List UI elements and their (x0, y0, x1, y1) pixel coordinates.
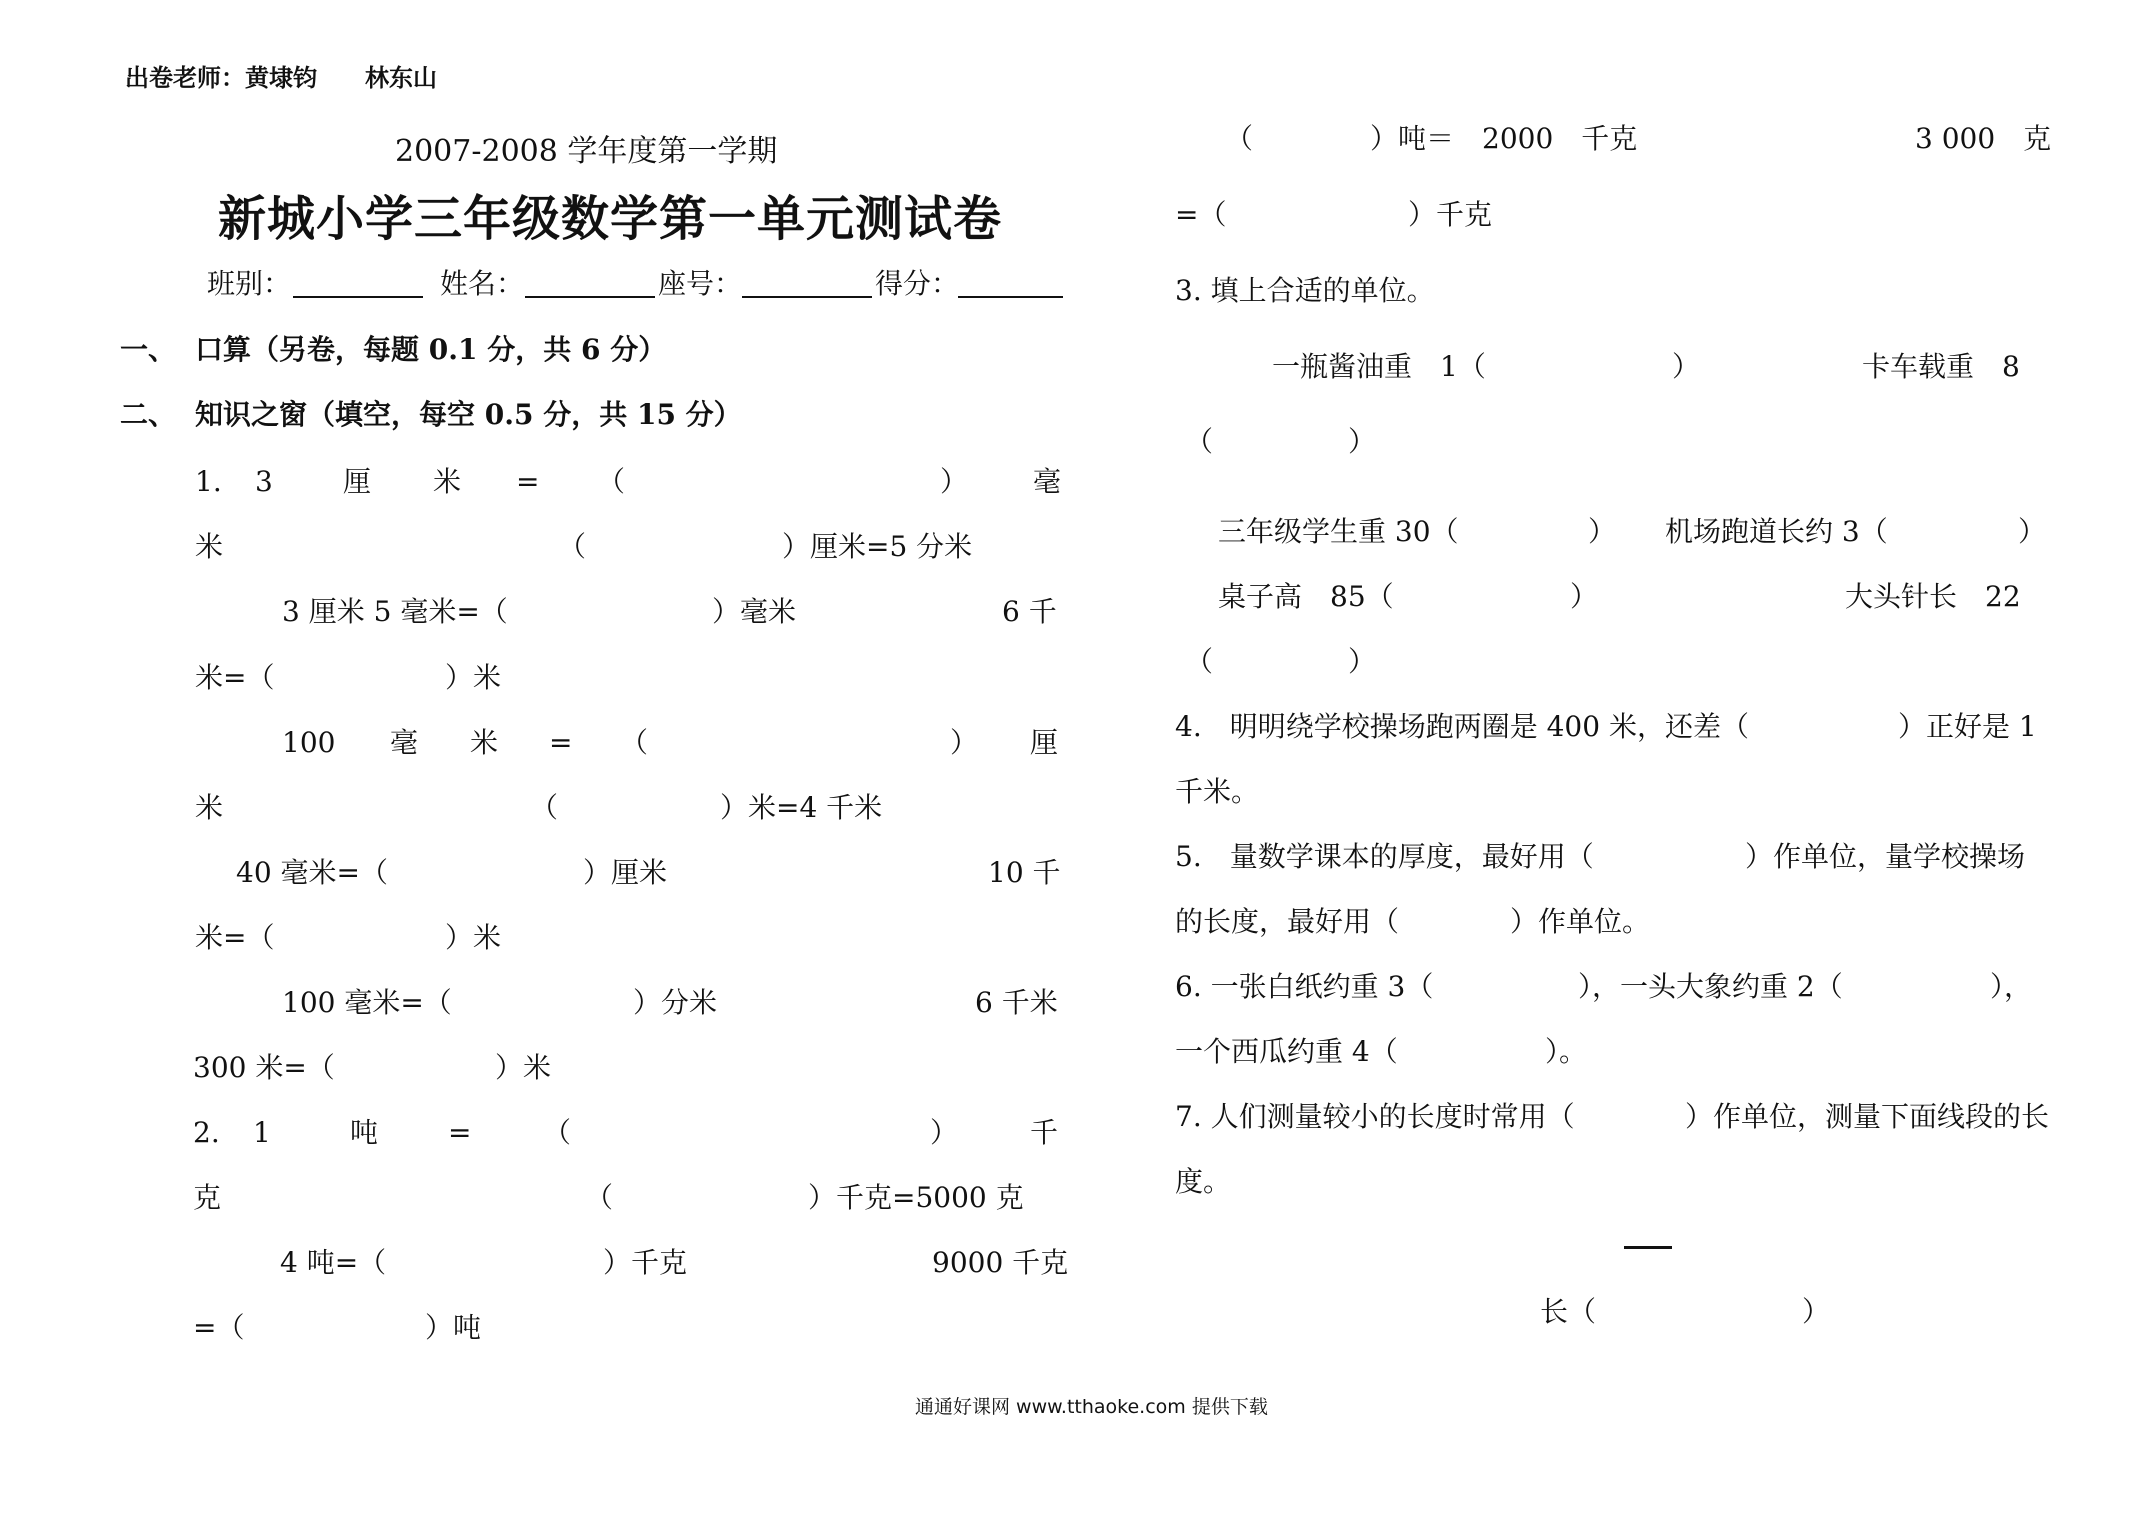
q2-text: 千 (1030, 1116, 1059, 1149)
q1-text: （ (530, 791, 559, 824)
q2-cont-text: （ (1225, 122, 1254, 155)
q1-text: ） (940, 465, 969, 498)
q6-text: ）， (1990, 970, 2033, 1003)
seat-field[interactable] (742, 296, 872, 298)
q2-text: 1 (253, 1116, 271, 1149)
q3-text: ） (1348, 425, 1377, 458)
q2-text: ）千克 (603, 1246, 688, 1279)
q5-text: ）作单位。 (1510, 905, 1651, 938)
q1-text: ）米 (445, 661, 502, 694)
q1-text: 300 米=（ (193, 1051, 335, 1084)
seat-label: 座号： (658, 267, 743, 300)
q1-text: （ (558, 530, 587, 563)
class-field[interactable] (293, 296, 423, 298)
q1-text: 米 (433, 465, 462, 498)
q5-text: 的长度，最好用（ (1175, 905, 1400, 938)
q3-text: （ (1185, 425, 1214, 458)
measure-line-segment (1624, 1246, 1672, 1249)
q7-text: 度。 (1175, 1165, 1232, 1198)
author-line: 出卷老师：黄埭钧 林东山 (125, 64, 437, 92)
q1-text: 3 (255, 465, 273, 498)
q2-text: 9000 千克 (932, 1246, 1069, 1279)
section-1-text: 口算（另卷，每题 0.1 分，共 6 分） (195, 333, 667, 366)
q3-text: ） (1570, 580, 1599, 613)
q7-text: ）作单位，测量下面线段的长 (1685, 1100, 2050, 1133)
q2-text: ）千克=5000 克 (808, 1181, 1024, 1214)
q2-text: 克 (193, 1181, 222, 1214)
q2-text: （ (585, 1181, 614, 1214)
q1-text: 米 (470, 726, 499, 759)
q3-text: 机场跑道长约 3（ (1665, 515, 1888, 548)
q1-text: = (516, 465, 540, 498)
q2-cont-text: 3 000 克 (1915, 122, 2052, 155)
q2-text: = (448, 1116, 472, 1149)
q1-text: ）厘米 (583, 856, 668, 889)
section-1-number: 一、 (120, 333, 177, 366)
q1-text: 毫 (1033, 465, 1062, 498)
q7-length-answer: ） (1802, 1295, 1831, 1328)
q1-text: （ (620, 726, 649, 759)
q1-text: ）毫米 (712, 595, 797, 628)
q2-cont-text: =（ (1175, 198, 1227, 231)
q2-text: 4 吨=（ (280, 1246, 387, 1279)
q1-text: 40 毫米=（ (236, 856, 388, 889)
q6-text: 6. 一张白纸约重 3（ (1175, 970, 1434, 1003)
q1-text: 米 (195, 791, 224, 824)
q1-text: ）分米 (633, 986, 718, 1019)
q1-text: 10 千 (988, 856, 1061, 889)
q7-text: 7. 人们测量较小的长度时常用（ (1175, 1100, 1575, 1133)
section-2-number: 二、 (120, 398, 177, 431)
q1-text: （ (597, 465, 626, 498)
q1-text: 6 千 (1002, 595, 1057, 628)
q3-text: ） (1588, 515, 1617, 548)
q2-text: =（ (193, 1311, 245, 1344)
q7-length-answer: 长（ (1540, 1295, 1597, 1328)
q3-text: 三年级学生重 30（ (1218, 515, 1459, 548)
q3-heading: 3. 填上合适的单位。 (1175, 274, 1435, 307)
score-field[interactable] (958, 296, 1063, 298)
q1-text: ）米=4 千米 (720, 791, 883, 824)
name-label: 姓名： (440, 267, 525, 300)
q6-text: ），一头大象约重 2（ (1578, 970, 1843, 1003)
q4-text: 4. 明明绕学校操场跑两圈是 400 米，还差（ (1175, 710, 1749, 743)
q3-text: 大头针长 22 (1845, 580, 2021, 613)
q1-text: 毫 (390, 726, 419, 759)
q2-text: ）吨 (425, 1311, 482, 1344)
q1-text: = (549, 726, 573, 759)
q3-text: （ (1185, 645, 1214, 678)
q1-text: ）厘米=5 分米 (782, 530, 973, 563)
q3-text: ） (1348, 645, 1377, 678)
q1-text: 米=（ (195, 921, 275, 954)
q2-text: （ (543, 1116, 572, 1149)
q1-text: 100 毫米=（ (282, 986, 452, 1019)
class-label: 班别： (207, 267, 292, 300)
q1-text: 6 千米 (975, 986, 1058, 1019)
score-label: 得分： (875, 267, 960, 300)
q1-number: 1. (195, 465, 222, 498)
q1-text: 厘 (1030, 726, 1059, 759)
page-title: 新城小学三年级数学第一单元测试卷 (218, 191, 1003, 247)
q1-text: 3 厘米 5 毫米=（ (282, 595, 508, 628)
q2-text: ） (930, 1116, 959, 1149)
q3-text: ） (2018, 515, 2047, 548)
q6-text: ）。 (1545, 1035, 1588, 1068)
q1-text: 100 (282, 726, 336, 759)
q1-text: 厘 (343, 465, 372, 498)
q5-text: ）作单位，量学校操场 (1745, 840, 2026, 873)
q6-text: 一个西瓜约重 4（ (1175, 1035, 1398, 1068)
q2-number: 2. (193, 1116, 220, 1149)
q3-text: 桌子高 85（ (1218, 580, 1394, 613)
q3-text: 一瓶酱油重 1（ (1272, 350, 1486, 383)
q1-text: ）米 (445, 921, 502, 954)
name-field[interactable] (525, 296, 655, 298)
q1-text: 米 (195, 530, 224, 563)
q2-cont-text: ）吨＝ 2000 千克 (1370, 122, 1638, 155)
q4-text: 千米。 (1175, 775, 1260, 808)
q2-text: 吨 (350, 1116, 379, 1149)
q1-text: ）米 (495, 1051, 552, 1084)
q3-text: ） (1672, 350, 1701, 383)
footer-source: 通通好课网 www.tthaoke.com 提供下载 (915, 1396, 1268, 1418)
q1-text: ） (950, 726, 979, 759)
q5-text: 5. 量数学课本的厚度，最好用（ (1175, 840, 1594, 873)
term-heading: 2007-2008 学年度第一学期 (395, 134, 778, 169)
q4-text: ）正好是 1 (1898, 710, 2037, 743)
section-2-text: 知识之窗（填空，每空 0.5 分，共 15 分） (195, 398, 742, 431)
q3-text: 卡车载重 8 (1862, 350, 2020, 383)
q2-cont-text: ）千克 (1408, 198, 1493, 231)
q1-text: 米=（ (195, 661, 275, 694)
